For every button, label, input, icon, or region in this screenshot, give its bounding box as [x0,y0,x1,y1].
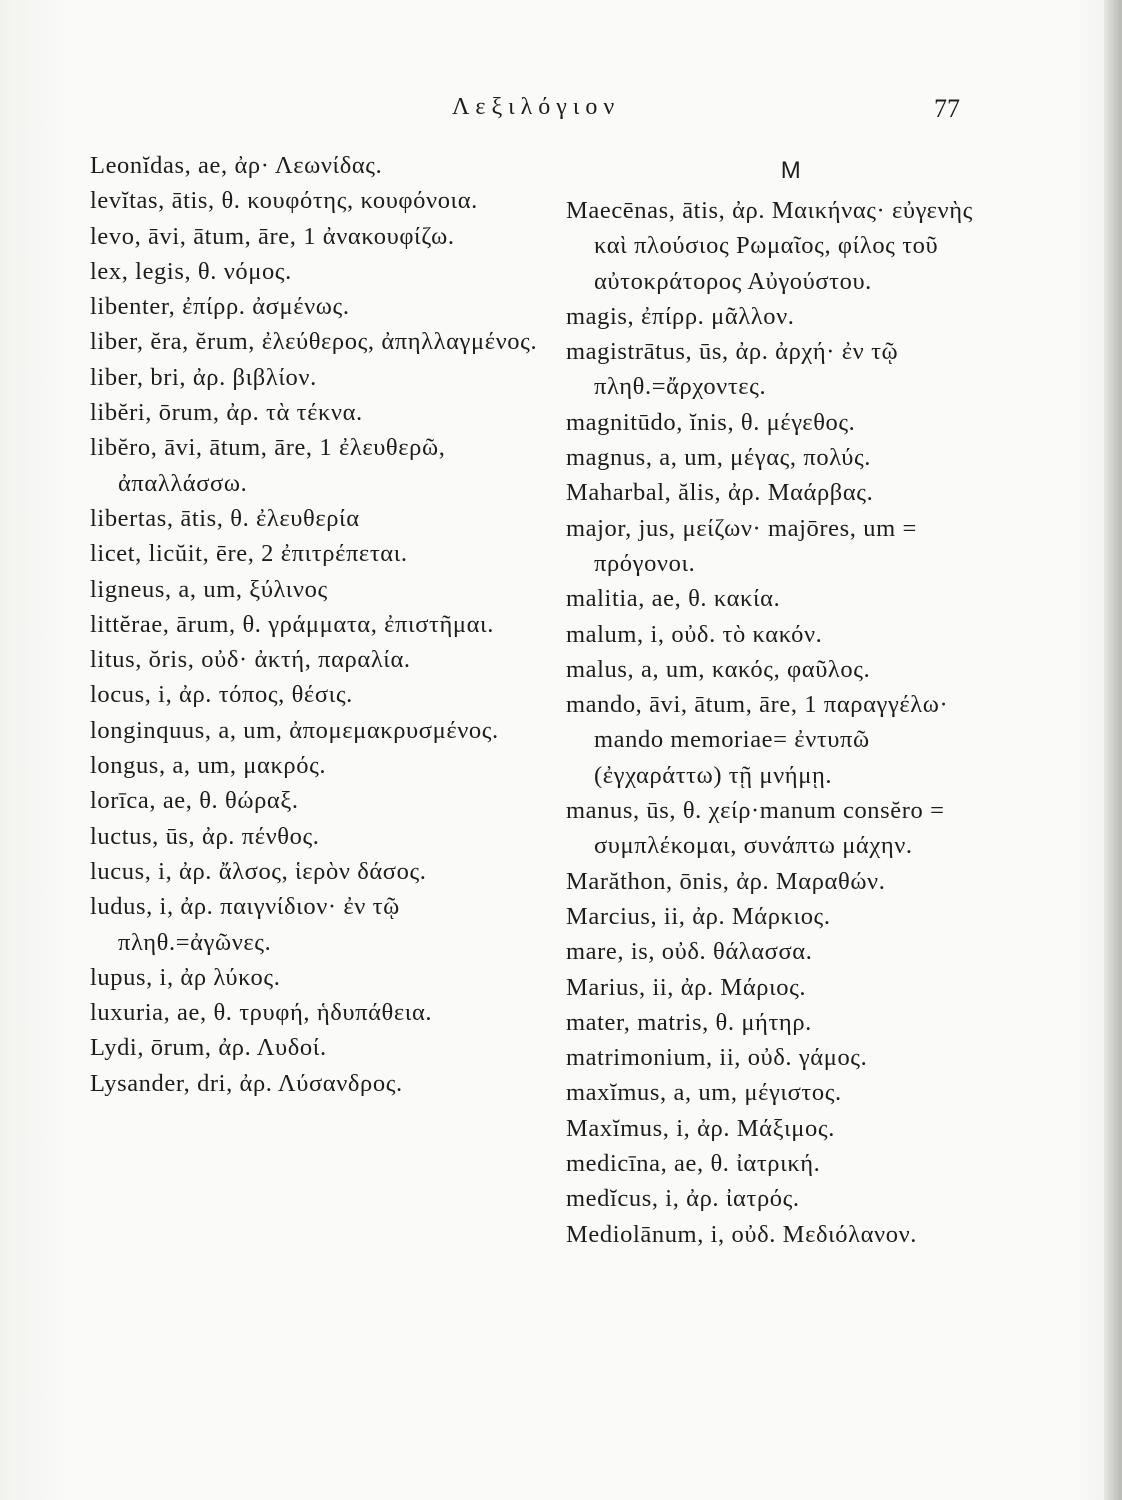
entry-libenter: libenter, ἐπίρρ. ἀσμένως. [90,293,350,321]
entry-medicina: medicīna, ae, θ. ἰατρική. [566,1150,821,1178]
entry-mater: mater, matris, θ. μήτηρ. [566,1008,812,1036]
page-number: 77 [934,94,960,123]
entry-marathon: Marăthon, ōnis, ἀρ. Μαραθών. [566,867,886,895]
entry-libero: libĕro, āvi, ātum, āre, 1 ἐλευθερῶ, ἀπαλλάσσω. [90,434,446,497]
entry-libertas: libertas, ātis, θ. ἐλευθερία [90,504,360,532]
entry-mediolanum: Mediolānum, i, οὐδ. Μεδιόλανον. [566,1220,917,1248]
letter-heading: M [780,157,802,184]
entry-liber-adj: liber, ĕra, ĕrum, ἐλεύθερος, ἀπηλλαγμένος. [90,328,538,356]
entry-maecenas: Maecēnas, ātis, ἀρ. Μαικήνας· εὐγενὴς καὶ πλούσιος Ρωμαῖος, φίλος τοῦ αὐτοκράτορος Αὐγούστου. [566,197,973,295]
entry-licet: licet, licŭit, ēre, 2 ἐπιτρέπεται. [90,540,408,568]
entry-mare: mare, is, οὐδ. θάλασσα. [566,938,813,966]
entry-magnus: magnus, a, um, μέγας, πολύς. [566,444,871,472]
right-column [566,148,986,1252]
entry-liberi: libĕri, ōrum, ἀρ. τὰ τέκνα. [90,399,363,427]
running-header: Λεξιλόγιον [452,94,621,120]
entry-longus: longus, a, um, μακρός. [90,752,327,780]
entry-malus: malus, a, um, κακός, φαῦλος. [566,655,871,683]
entry-lysander: Lysander, dri, ἀρ. Λύσανδρος. [90,1069,403,1097]
entry-luxuria: luxuria, ae, θ. τρυφή, ἡδυπάθεια. [90,999,433,1027]
entry-medicus: medĭcus, i, ἀρ. ἰατρός. [566,1185,800,1213]
entry-mando: mando, āvi, ātum, āre, 1 παραγγέλω· mando memoriae= ἐντυπῶ (ἐγχαράττω) τῇ μνήμῃ. [566,691,949,789]
entry-longinquus: longinquus, a, um, ἀπομεμακρυσμένος. [90,716,499,744]
entry-manus: manus, ūs, θ. χείρ·manum consĕro = συμπλέκομαι, συνάπτω μάχην. [566,797,945,860]
entry-magis: magis, ἐπίρρ. μᾶλλον. [566,302,795,330]
entry-magistratus: magistrātus, ūs, ἀρ. ἀρχή· ἐν τῷ πληθ.=ἄρχοντες. [566,338,899,401]
entry-lex: lex, legis, θ. νόμος. [90,257,292,285]
entry-litterae: littĕrae, ārum, θ. γράμματα, ἐπιστῆμαι. [90,610,494,638]
entry-matrimonium: matrimonium, ii, οὐδ. γάμος. [566,1044,868,1072]
entry-maharbal: Maharbal, ălis, ἀρ. Μαάρβας. [566,479,874,507]
entry-levitas: levĭtas, ātis, θ. κουφότης, κουφόνοια. [90,187,478,215]
entry-malitia: malitia, ae, θ. κακία. [566,585,781,613]
entry-luctus: luctus, ūs, ἀρ. πένθος. [90,822,320,850]
entry-litus: litus, ŏris, οὐδ· ἀκτή, παραλία. [90,646,411,674]
entry-lydi: Lydi, ōrum, ἀρ. Λυδοί. [90,1034,327,1062]
entry-marius: Marius, ii, ἀρ. Μάριος. [566,973,807,1001]
entry-maximus-name: Maxĭmus, i, ἀρ. Μάξιμος. [566,1114,835,1142]
page-edge [1104,0,1122,1500]
entry-lorica: lorīca, ae, θ. θώραξ. [90,787,299,815]
entry-major: major, jus, μείζων· majōres, um = πρόγονοι. [566,514,917,577]
entry-ludus: ludus, i, ἀρ. παιγνίδιον· ἐν τῷ πληθ.=ἀγῶνες. [90,893,400,956]
entry-malum: malum, i, οὐδ. τὸ κακόν. [566,620,823,648]
entry-lupus: lupus, i, ἀρ λύκος. [90,963,281,991]
entry-lucus: lucus, i, ἀρ. ἄλσος, ἱερὸν δάσος. [90,857,427,885]
entry-levo: levo, āvi, ātum, āre, 1 ἀνακουφίζω. [90,222,455,250]
entry-ligneus: ligneus, a, um, ξύλινος [90,575,328,603]
entry-magnitudo: magnitūdo, ĭnis, θ. μέγεθος. [566,408,856,436]
left-column [90,148,550,1101]
entry-leonidas: Leonĭdas, ae, ἀρ· Λεωνίδας. [90,152,383,179]
entry-liber-noun: liber, bri, ἀρ. βιβλίον. [90,363,317,391]
entry-locus: locus, i, ἀρ. τόπος, θέσις. [90,681,353,709]
entry-maximus-adj: maxĭmus, a, um, μέγιστος. [566,1079,842,1107]
entry-marcius: Marcius, ii, ἀρ. Μάρκιος. [566,902,831,930]
